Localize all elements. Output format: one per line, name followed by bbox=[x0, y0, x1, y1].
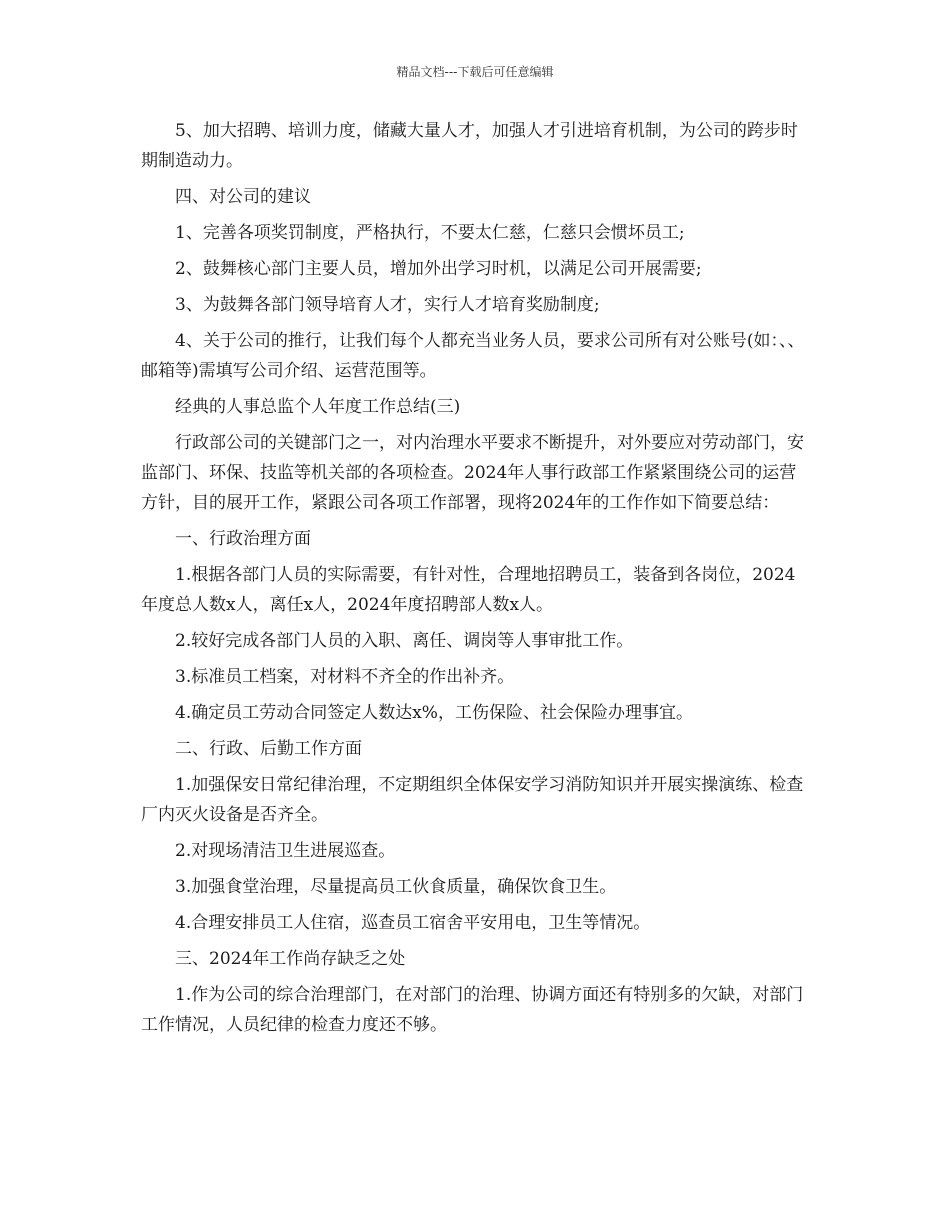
paragraph-20: 1.作为公司的综合治理部门，在对部门的治理、协调方面还有特别多的欠缺，对部门工作情况，人员纪律的检查力度还不够。 bbox=[141, 985, 804, 1035]
paragraph-18: 4.合理安排员工人住宿，巡查员工宿舍平安用电，卫生等情况。 bbox=[175, 913, 651, 933]
paragraph-11: 2.较好完成各部门人员的入职、离任、调岗等人事审批工作。 bbox=[175, 631, 634, 651]
paragraph-4: 2、鼓舞核心部门主要人员，增加外出学习时机，以满足公司开展需要; bbox=[175, 259, 702, 279]
paragraph-1: 5、加大招聘、培训力度，储藏大量人才，加强人才引进培育机制，为公司的跨步时期制造动力。 bbox=[141, 121, 798, 171]
paragraph-10: 1.根据各部门人员的实际需要，有针对性，合理地招聘员工，装备到各岗位，2024年度总人数x人，离任x人，2024年度招聘部人数x人。 bbox=[141, 565, 796, 615]
paragraph-15: 1.加强保安日常纪律治理，不定期组织全体保安学习消防知识并开展实操演练、检查厂内灭火设备是否齐全。 bbox=[141, 775, 804, 825]
document-body bbox=[141, 116, 809, 1046]
section-heading-suggestions: 四、对公司的建议 bbox=[175, 187, 311, 207]
paragraph-8: 行政部公司的关键部门之一，对内治理水平要求不断提升，对外要应对劳动部门，安监部门、环保、技监等机关部的各项检查。2024年人事行政部工作紧紧围绕公司的运营方针，目的展开工作，紧跟公司各项工作部署，现将2024年的工作作如下简要总结： bbox=[141, 433, 804, 513]
paragraph-3: 1、完善各项奖罚制度，严格执行，不要太仁慈，仁慈只会惯坏员工; bbox=[175, 223, 685, 243]
section-heading-shortcomings: 三、2024年工作尚存缺乏之处 bbox=[175, 949, 406, 969]
paragraph-6: 4、关于公司的推行，让我们每个人都充当业务人员，要求公司所有对公账号(如：、、邮箱等)需填写公司介绍、运营范围等。 bbox=[141, 331, 805, 381]
paragraph-13: 4.确定员工劳动合同签定人数达x%，工伤保险、社会保险办理事宜。 bbox=[175, 703, 693, 723]
section-heading-logistics: 二、行政、后勤工作方面 bbox=[175, 739, 362, 759]
document-subtitle: 经典的人事总监个人年度工作总结(三) bbox=[175, 397, 461, 417]
paragraph-16: 2.对现场清洁卫生进展巡查。 bbox=[175, 841, 396, 861]
paragraph-5: 3、为鼓舞各部门领导培育人才，实行人才培育奖励制度; bbox=[175, 295, 600, 315]
paragraph-17: 3.加强食堂治理，尽量提高员工伙食质量，确保饮食卫生。 bbox=[175, 877, 617, 897]
paragraph-12: 3.标准员工档案，对材料不齐全的作出补齐。 bbox=[175, 667, 515, 687]
page-header: 精品文档---下载后可任意编辑 bbox=[396, 65, 554, 79]
section-heading-admin: 一、行政治理方面 bbox=[175, 529, 311, 549]
